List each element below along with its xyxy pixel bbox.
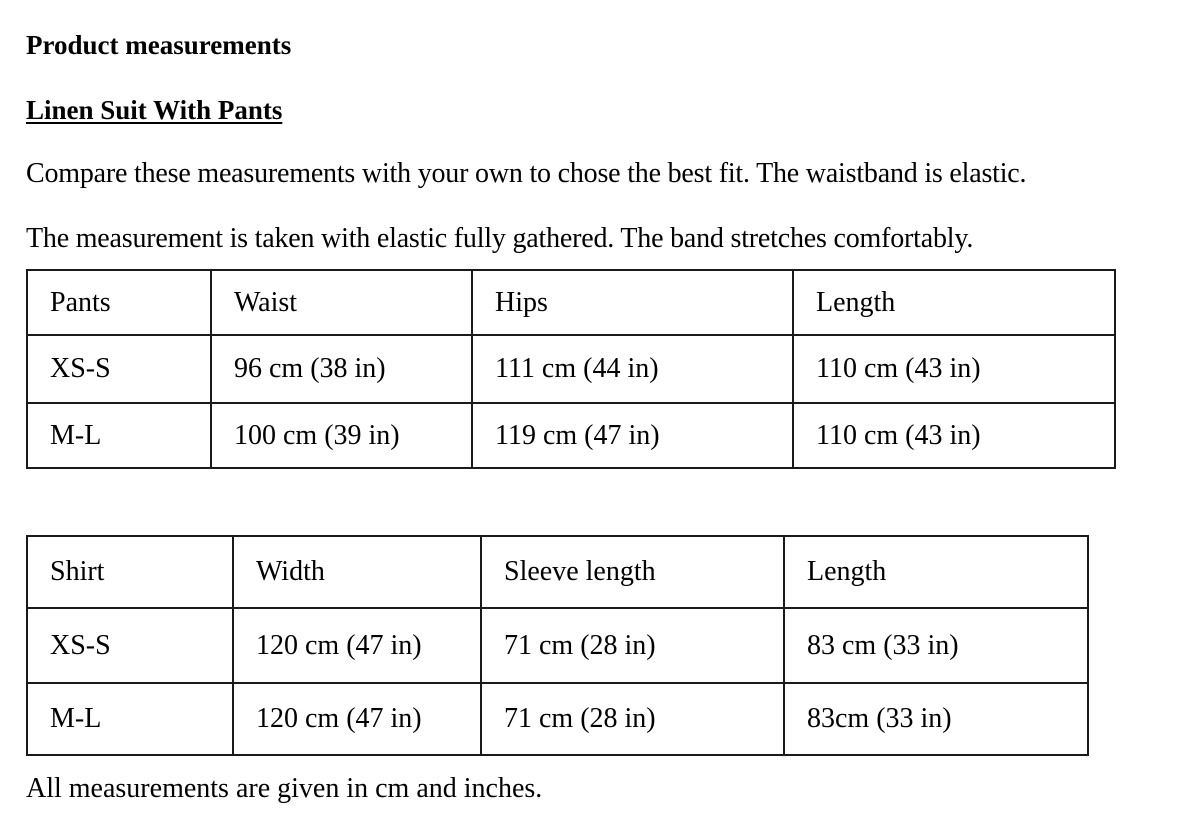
size-cell: XS-S [27, 608, 233, 683]
size-cell: M-L [27, 683, 233, 755]
header-cell-pants: Pants [27, 270, 211, 335]
width-cell: 120 cm (47 in) [233, 608, 481, 683]
header-cell-width: Width [233, 536, 481, 608]
product-name-heading: Linen Suit With Pants [26, 95, 283, 125]
units-footer-note: All measurements are given in cm and inches. [26, 773, 543, 804]
header-cell-length: Length [784, 536, 1088, 608]
length-cell: 83 cm (33 in) [784, 608, 1088, 683]
header-cell-shirt: Shirt [27, 536, 233, 608]
elastic-note-paragraph: The measurement is taken with elastic fully gathered. The band stretches comfortably. [26, 223, 974, 254]
table-row [27, 403, 1115, 468]
size-cell: XS-S [27, 335, 211, 403]
fit-instructions-paragraph: Compare these measurements with your own to chose the best fit. The waistband is elastic. [26, 158, 1027, 189]
waist-cell: 96 cm (38 in) [211, 335, 472, 403]
header-cell-waist: Waist [211, 270, 472, 335]
length-cell: 110 cm (43 in) [793, 335, 1115, 403]
table-row [27, 608, 1088, 683]
hips-cell: 119 cm (47 in) [472, 403, 793, 468]
pants-measurements-table [26, 269, 1116, 469]
header-cell-sleeve-length: Sleeve length [481, 536, 784, 608]
length-cell: 83cm (33 in) [784, 683, 1088, 755]
sleeve-length-cell: 71 cm (28 in) [481, 683, 784, 755]
table-row [27, 683, 1088, 755]
page-title: Product measurements [26, 30, 292, 60]
header-cell-length: Length [793, 270, 1115, 335]
width-cell: 120 cm (47 in) [233, 683, 481, 755]
waist-cell: 100 cm (39 in) [211, 403, 472, 468]
table-header-row [27, 536, 1088, 608]
hips-cell: 111 cm (44 in) [472, 335, 793, 403]
shirt-measurements-table [26, 535, 1089, 756]
size-cell: M-L [27, 403, 211, 468]
header-cell-hips: Hips [472, 270, 793, 335]
sleeve-length-cell: 71 cm (28 in) [481, 608, 784, 683]
length-cell: 110 cm (43 in) [793, 403, 1115, 468]
table-header-row [27, 270, 1115, 335]
table-row [27, 335, 1115, 403]
